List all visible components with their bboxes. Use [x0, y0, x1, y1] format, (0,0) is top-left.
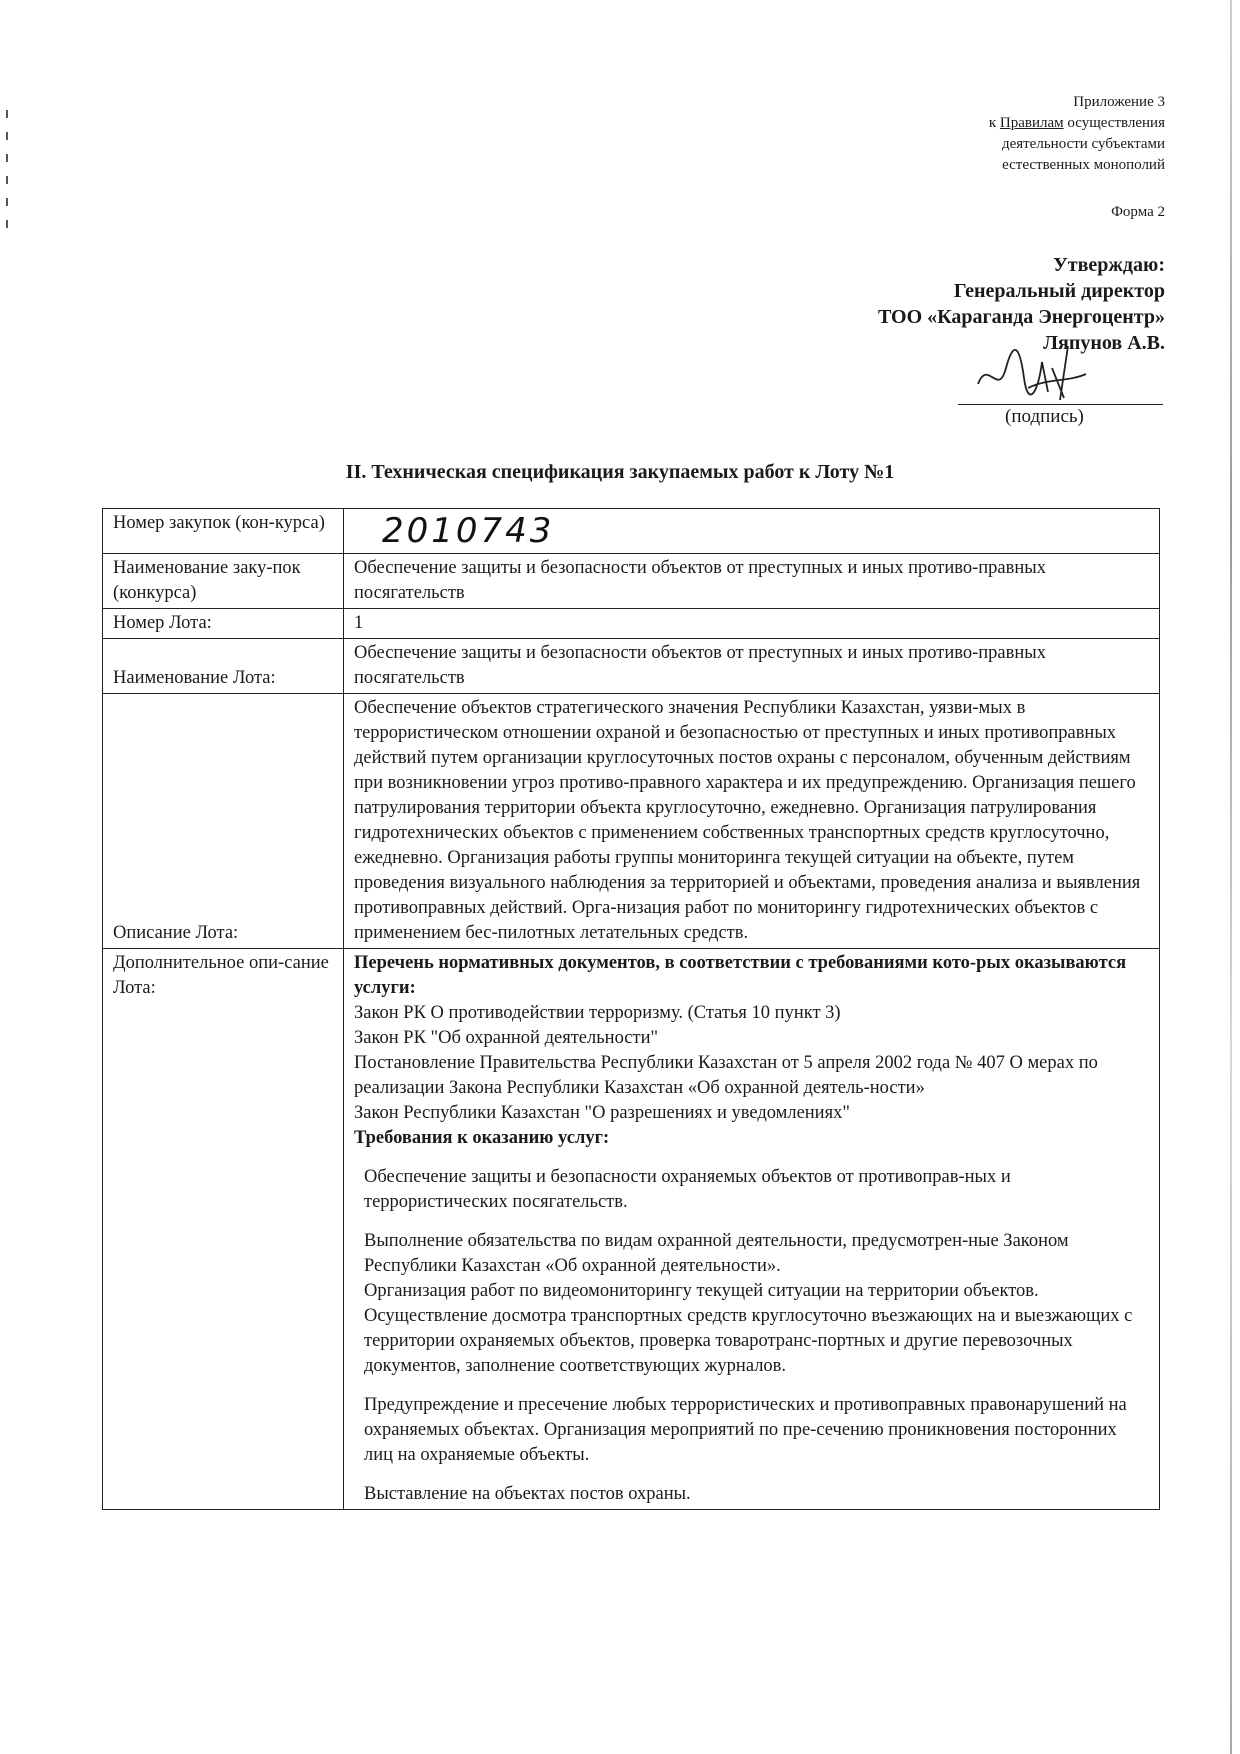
lot-name-value: Обеспечение защиты и безопасности объектов от преступных и иных противо-правных посягательств	[344, 639, 1160, 694]
appendix-rest: осуществления	[1063, 115, 1165, 131]
table-row	[103, 554, 1160, 609]
table-row	[103, 694, 1160, 949]
appendix-line-2	[805, 113, 1165, 134]
signature-scribble	[968, 338, 1098, 404]
document-title: II. Техническая спецификация закупаемых работ к Лоту №1	[345, 461, 895, 483]
approval-line-2: Генеральный директор	[953, 280, 1165, 302]
requirement-item: Осуществление досмотра транспортных средств круглосуточно въезжающих на и выезжающих с территории охраняемых объектов, проверка товаротранс-портных и другие перевозочных документов, заполнение соответствующих журналов.	[364, 1306, 1133, 1376]
binding-marks	[6, 110, 10, 242]
purchase-name-value: Обеспечение защиты и безопасности объектов от преступных и иных противо-правных посягательств	[344, 554, 1160, 609]
approval-line-1: Утверждаю:	[1053, 254, 1165, 276]
lot-number-value: 1	[344, 609, 1160, 639]
table-row	[103, 639, 1160, 694]
lot-description-label: Описание Лота:	[103, 694, 344, 949]
appendix-line-1: Приложение 3	[1073, 94, 1165, 110]
requirement-item: Выполнение обязательства по видам охранной деятельности, предусмотрен-ные Законом Республики Казахстан «Об охранной деятельности».	[364, 1231, 1069, 1276]
normative-doc: Закон РК О противодействии терроризму. (Статья 10 пункт 3)	[354, 1003, 841, 1023]
rules-link[interactable]: Правилам	[999, 115, 1064, 131]
requirements-heading: Требования к оказанию услуг:	[354, 1128, 610, 1148]
requirement-item: Организация работ по видеомониторингу текущей ситуации на территории объектов.	[364, 1281, 1039, 1301]
signature-label: (подпись)	[1005, 406, 1084, 427]
table-row	[103, 949, 1160, 1510]
purchase-number-label: Номер закупок (кон-курса)	[103, 509, 344, 554]
requirements-list	[354, 1165, 1149, 1507]
appendix-prefix: к	[988, 115, 1000, 131]
table-row	[103, 609, 1160, 639]
requirement-item: Выставление на объектах постов охраны.	[364, 1484, 691, 1504]
lot-name-label: Наименование Лота:	[103, 639, 344, 694]
additional-description-label: Дополнительное опи-сание Лота:	[103, 949, 344, 1510]
appendix-line-3: деятельности субъектами	[1001, 136, 1165, 152]
scan-edge	[1230, 0, 1232, 1754]
lot-number-label: Номер Лота:	[103, 609, 344, 639]
approval-line-4: Ляпунов А.В.	[1043, 332, 1165, 354]
handwritten-number: 2010743	[382, 511, 555, 551]
form-number: Форма 2	[1111, 204, 1165, 220]
table-row	[103, 509, 1160, 554]
lot-description-value: Обеспечение объектов стратегического значения Республики Казахстан, уязви-мых в террористическом отношении охраной и безопасностью от преступных и иных противоправных действий путем организации круглосуточных постов охраны с персоналом, обученным действиям при возникновении угроз противо-правного характера и их предупреждению. Организация пешего патрулирования территории объекта круглосуточно, ежедневно. Организация патрулирования гидротехнических объектов с применением собственных транспортных средств круглосуточно, ежедневно. Организация работы группы мониторинга текущей ситуации на объекте, путем проведения визуального наблюдения за территорией и объектами, проведения анализа и выявления противоправных действий. Орга-низация работ по мониторингу гидротехнических объектов с применением бес-пилотных летательных средств.	[344, 694, 1160, 949]
purchase-number-value	[344, 509, 1160, 554]
appendix-line-4: естественных монополий	[1002, 157, 1165, 173]
requirement-item: Предупреждение и пресечение любых террористических и противоправных правонарушений на охраняемых объектах. Организация мероприятий по пре-сечению проникновения посторонних лиц на охраняемые объекты.	[364, 1395, 1127, 1465]
approval-line-3: ТОО «Караганда Энергоцентр»	[877, 306, 1165, 328]
normative-doc: Постановление Правительства Республики Казахстан от 5 апреля 2002 года № 407 О мерах по реализации Закона Республики Казахстан «Об охранной деятель-ности»	[354, 1053, 1098, 1098]
specification-table	[102, 508, 1160, 1510]
appendix-note	[805, 92, 1165, 176]
signature-line	[958, 404, 1163, 405]
additional-description-value	[344, 949, 1160, 1510]
requirement-item: Обеспечение защиты и безопасности охраняемых объектов от противоправ-ных и террористических посягательств.	[364, 1167, 1011, 1212]
purchase-name-label: Наименование заку-пок (конкурса)	[103, 554, 344, 609]
normative-doc: Закон РК "Об охранной деятельности"	[354, 1028, 659, 1048]
normative-heading: Перечень нормативных документов, в соответствии с требованиями кото-рых оказываются услуги:	[354, 953, 1127, 998]
normative-doc: Закон Республики Казахстан "О разрешениях и уведомлениях"	[354, 1103, 850, 1123]
